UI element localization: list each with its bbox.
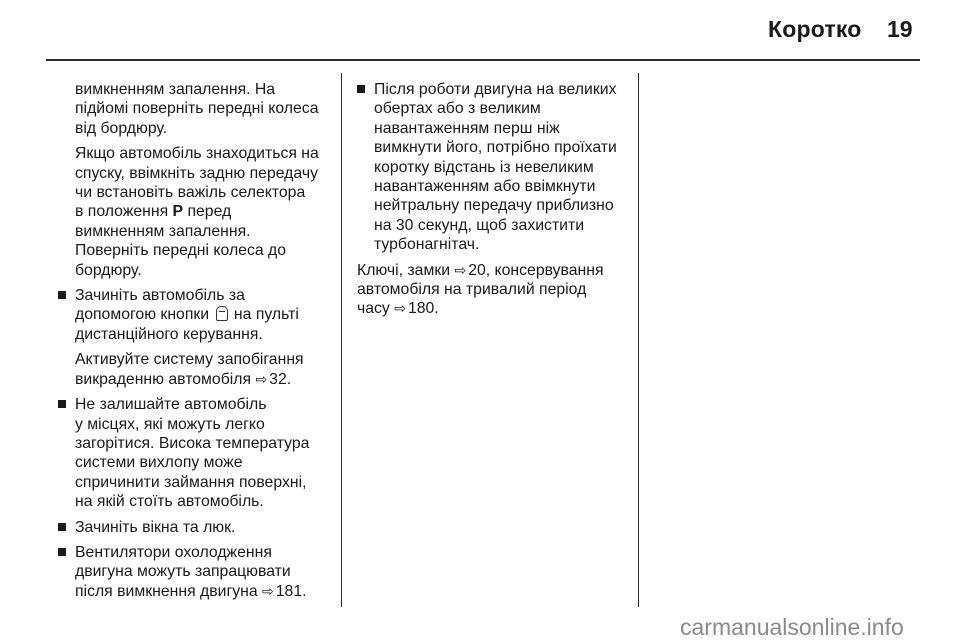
page-reference[interactable]: 180. (407, 300, 439, 318)
bullet-turbo: Після роботи двигуна на великих обертах або з великим навантаженням перш ніж вимкнути його, потрібно проїхати коротку відстань із невеликим навантаженням або ввімкнути нейтральну передачу приблизно на 30 секунд, щоб захистити турбонагнітач. (357, 80, 637, 255)
bullet-cooling-fans: Вентилятори охолодження двигуна можуть запрацювати після вимкнення двигуна ⇨ 181. (58, 543, 338, 601)
antitheft-paragraph: Активуйте систему запобігання викраденню автомобіля ⇨ 32. (75, 351, 304, 388)
bullet-square-icon (58, 400, 66, 408)
arrow-reference-icon: ⇨ (394, 300, 406, 317)
page-reference[interactable]: 32. (269, 370, 292, 388)
remote-lock-icon (216, 306, 228, 321)
gear-p-label: P (172, 203, 184, 221)
watermark: carmanualsonline.info (680, 614, 904, 640)
bullet-square-icon (58, 548, 66, 556)
bullet-parking-warning: Не залишайте автомобіль у місцях, які можуть легко загорітися. Висока температура системи вихлопу може спричинити займання поверхні, на якій стоїть автомобіль. (58, 395, 338, 511)
bullet-close-windows: Зачиніть вікна та люк. (58, 518, 338, 537)
keys-reference-paragraph: Ключі, замки ⇨ 20, консервування автомобіля на тривалий період часу ⇨ 180. (357, 261, 604, 318)
page-header (0, 0, 960, 60)
column-divider-right (638, 73, 639, 607)
column-2 (357, 80, 637, 319)
bullet-square-icon (58, 291, 66, 299)
arrow-reference-icon: ⇨ (454, 261, 467, 278)
bullet-square-icon (357, 85, 365, 93)
page-number: 19 (887, 16, 913, 42)
header-rule (46, 59, 920, 61)
column-divider-left (341, 73, 342, 607)
arrow-reference-icon: ⇨ (262, 582, 274, 599)
slope-paragraph: Якщо автомобіль знаходиться на спуску, ввімкніть задню передачу чи встановіть важіль селектора в положення P перед вимкненням запалення. Поверніть передні колеса до бордюру. (75, 145, 319, 279)
page-reference[interactable]: 181. (275, 582, 307, 600)
bullet-lock-car: Зачиніть автомобіль за допомогою кнопки на пульті дистанційного керування. (58, 286, 338, 344)
arrow-reference-icon: ⇨ (255, 370, 268, 387)
page-title: Коротко (768, 16, 862, 42)
intro-paragraph: вимкненням запалення. На підйомі поверніть передні колеса від бордюру. (75, 81, 319, 137)
bullet-square-icon (58, 523, 66, 531)
column-1 (58, 80, 338, 607)
page-reference[interactable]: 20, консервування (468, 261, 604, 279)
